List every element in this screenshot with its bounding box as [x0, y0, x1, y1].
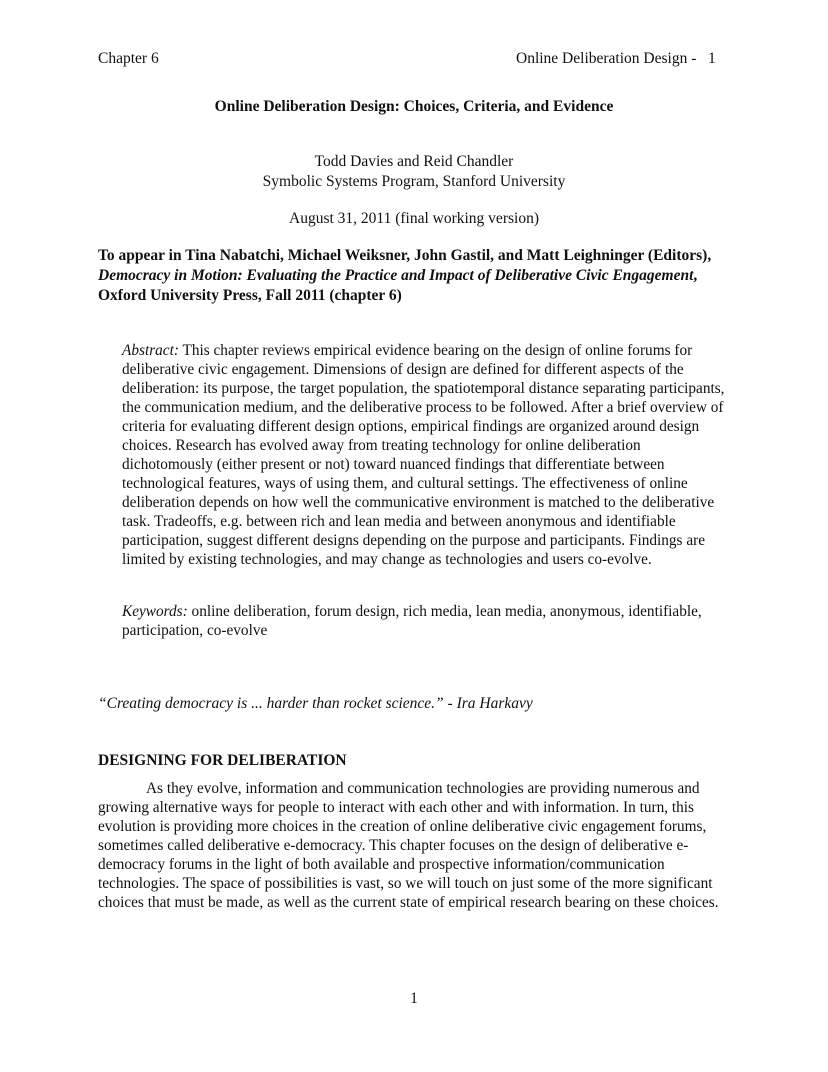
abstract-text: This chapter reviews empirical evidence bearing on the design of online forums for deliberative civic engagement. Dimensions of design are defined for different aspects of the deliberation: its purpose, the target population, the spatiotemporal distance separating participants, the communication medium, and the deliberative process to be followed. After a brief overview of criteria for evaluating different design options, empirical findings are organized around design choices. Research has evolved away from treating technology for online deliberation dichotomously (either present or not) toward nuanced findings that differentiate between technological features, ways of using them, and cultural settings. The effectiveness of online deliberation depends on how well the communicative environment is matched to the deliberative task. Tradeoffs, e.g. between rich and lean media and between anonymous and identifiable participation, suggest different designs depending on the purpose and participants. Findings are limited by existing technologies, and may change as technologies and users co-evolve.: [122, 342, 725, 568]
publication-note-prefix: To appear in Tina Nabatchi, Michael Weiksner, John Gastil, and Matt Leighninger (Editors),: [98, 247, 712, 264]
author-names: Todd Davies and Reid Chandler: [314, 153, 514, 170]
page-number: 1: [410, 990, 418, 1007]
body-paragraph: As they evolve, information and communication technologies are providing numerous and growing alternative ways for people to interact with each other and with information. In turn, this evolution is providing more choices in the creation of online deliberative civic engagement forums, sometimes called deliberative e-democracy. This chapter focuses on the design of deliberative e-democracy forums in the light of both available and prospective information/communication technologies. The space of possibilities is vast, so we will touch on just some of the more significant choices that must be made, as well as the current state of empirical research bearing on these choices.: [98, 780, 719, 911]
keywords-label: Keywords:: [122, 603, 188, 620]
keywords-text: online deliberation, forum design, rich media, lean media, anonymous, identifiable, participation, co-evolve: [122, 603, 702, 639]
author-affiliation: Symbolic Systems Program, Stanford University: [262, 173, 566, 190]
version-date: August 31, 2011 (final working version): [289, 210, 539, 227]
running-header-left: Chapter 6: [98, 50, 159, 67]
book-title: Democracy in Motion: Evaluating the Practice and Impact of Deliberative Civic Engagement: [98, 267, 694, 284]
abstract: [122, 341, 734, 569]
publication-note-suffix: , Oxford University Press, Fall 2011 (chapter 6): [98, 267, 698, 304]
paper-title: Online Deliberation Design: Choices, Criteria, and Evidence: [214, 98, 614, 115]
epigraph-quote: “Creating democracy is ... harder than rocket science.” - Ira Harkavy: [98, 695, 533, 712]
running-header-right: Online Deliberation Design - 1: [516, 50, 716, 67]
keywords: [122, 602, 734, 640]
publication-note: [98, 246, 738, 306]
abstract-label: Abstract:: [122, 342, 179, 359]
section-heading: DESIGNING FOR DELIBERATION: [98, 752, 347, 769]
